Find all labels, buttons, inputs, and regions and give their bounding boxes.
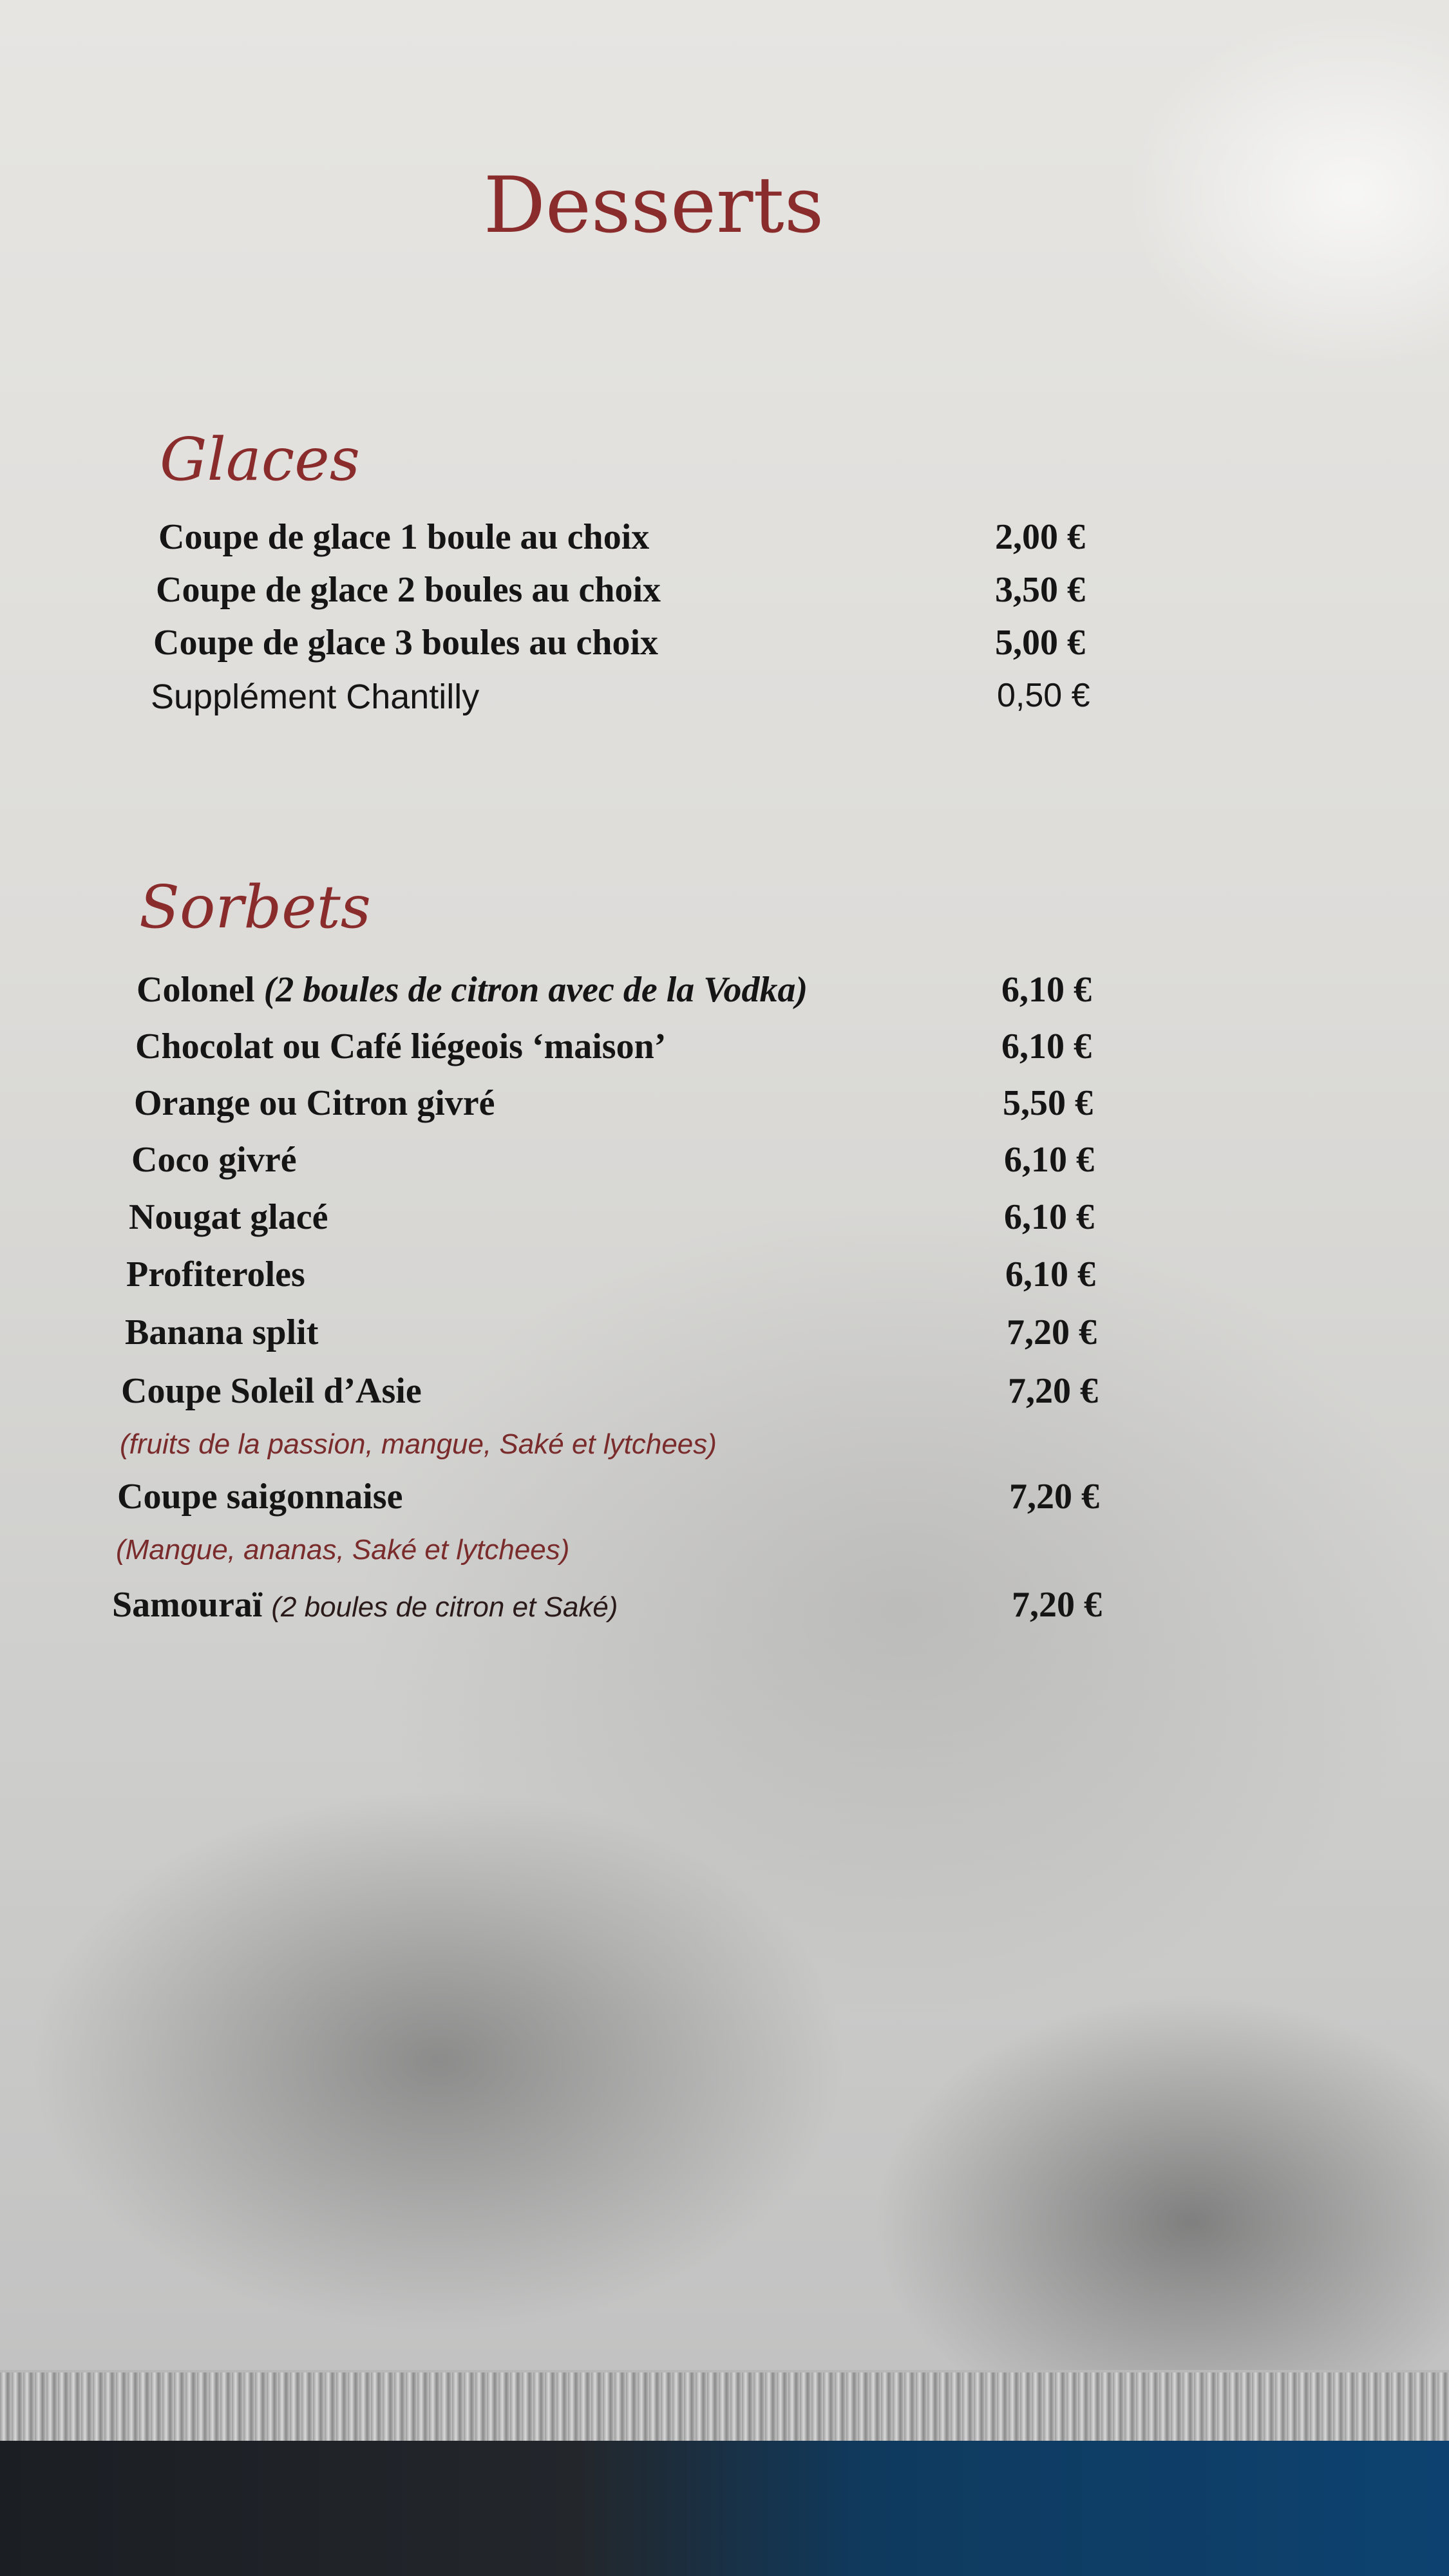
item-price: 6,10 € [1001,1027,1092,1066]
menu-item [131,1139,297,1180]
item-price: 5,00 € [995,623,1085,663]
item-price: 0,50 € [997,677,1090,714]
item-name: Supplément Chantilly [151,677,480,716]
item-detail: (2 boules de citron avec de la Vodka) [263,970,808,1010]
item-name: Banana split [125,1312,319,1352]
menu-item [156,569,661,611]
menu-item [158,516,649,558]
item-note: (fruits de la passion, mangue, Saké et lytchees) [120,1428,717,1460]
menu-item [126,1254,305,1295]
menu-item [135,1026,666,1067]
menu-item [117,1476,402,1517]
item-name: Colonel [137,970,255,1010]
item-price: 3,50 € [995,570,1085,610]
item-price: 7,20 € [1012,1585,1102,1625]
item-detail: (2 boules de citron et Saké) [271,1591,618,1623]
menu-item [134,1083,495,1124]
item-name: Profiteroles [126,1255,305,1294]
section-heading-sorbets: Sorbets [139,873,371,942]
item-name: Orange ou Citron givré [134,1083,495,1123]
item-price: 6,10 € [1004,1197,1094,1237]
menu-item [129,1197,328,1238]
item-price: 6,10 € [1001,970,1092,1010]
item-name: Coupe de glace 2 boules au choix [156,570,661,610]
item-price: 6,10 € [1005,1255,1095,1294]
item-price: 7,20 € [1007,1312,1097,1352]
menu-item [125,1312,318,1353]
menu-item [151,676,479,717]
item-name: Coco givré [131,1140,297,1180]
item-name: Coupe saigonnaise [117,1477,403,1517]
menu-item [153,622,658,663]
item-price: 7,20 € [1008,1371,1098,1411]
item-name: Coupe de glace 1 boule au choix [158,517,650,557]
menu-item [121,1370,422,1412]
item-name: Chocolat ou Café liégeois ‘maison’ [135,1027,667,1066]
section-heading-glaces: Glaces [160,425,360,494]
item-name: Samouraï [112,1585,263,1625]
menu-item [112,1584,618,1625]
item-name: Coupe de glace 3 boules au choix [153,623,659,663]
item-price: 6,10 € [1004,1140,1094,1180]
item-name: Coupe Soleil d’Asie [121,1371,422,1411]
item-note: (Mangue, ananas, Saké et lytchees) [116,1534,570,1566]
item-price: 2,00 € [995,517,1085,557]
menu-item [137,969,808,1010]
item-name: Nougat glacé [129,1197,328,1237]
page-title: Desserts [483,161,824,251]
item-price: 7,20 € [1009,1477,1099,1517]
page-protector-binding [0,2370,1449,2447]
table-surface [0,2441,1449,2576]
item-price: 5,50 € [1003,1083,1093,1123]
